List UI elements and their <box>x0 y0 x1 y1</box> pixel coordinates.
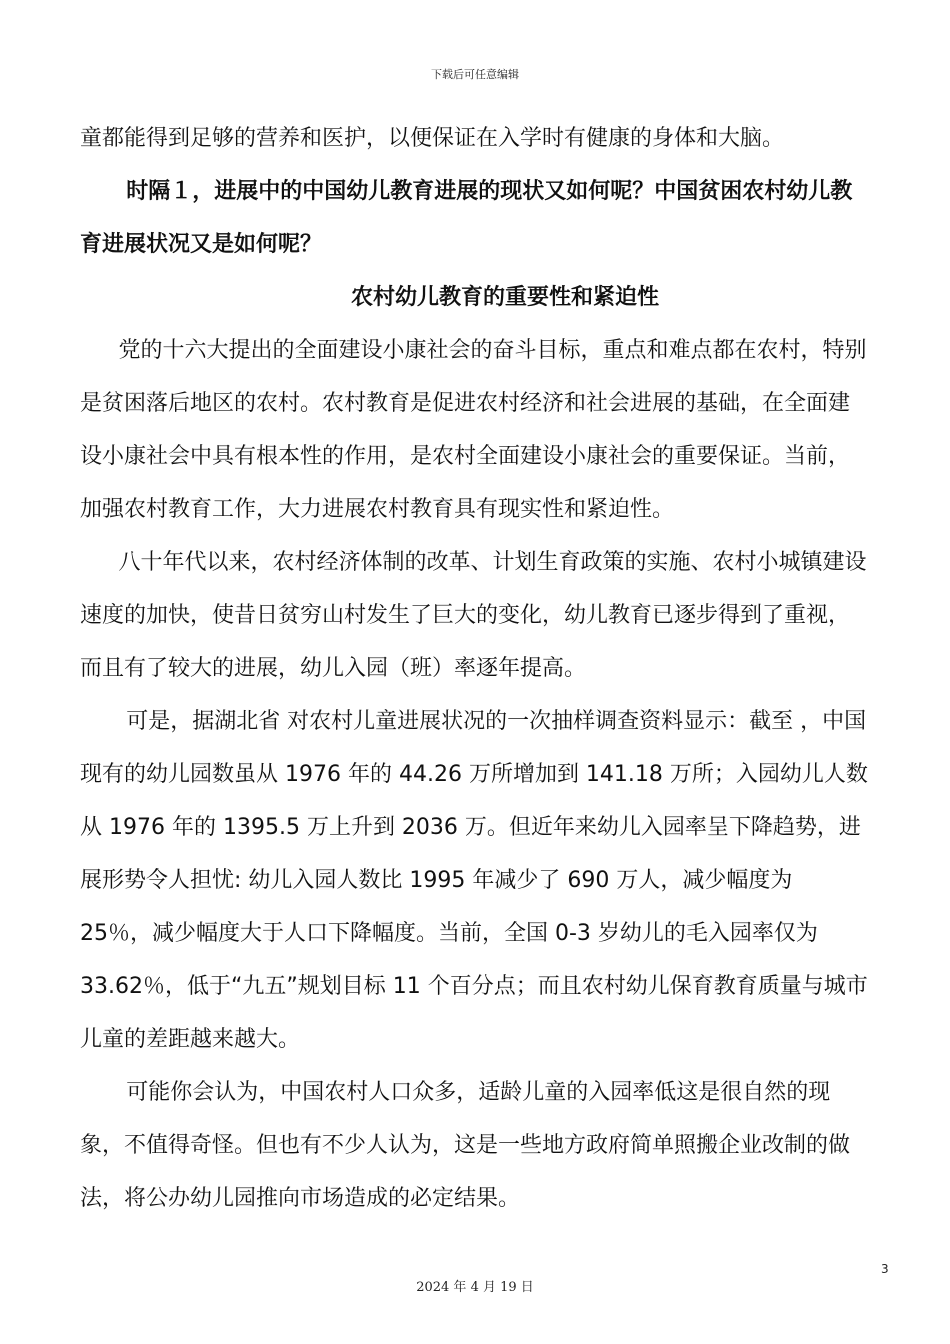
paragraph-continuation: 童都能得到足够的营养和医护，以便保证在入学时有健康的身体和大脑。 <box>80 126 785 151</box>
paragraph-survey-data: 可是，据湖北省 对农村儿童进展状况的一次抽样调查资料显示：截至 ，中国现有的幼儿园数虽从 1976 年的 44.26 万所增加到 141.18 万所；入园幼儿人数从 1976 年的 1395.5 万上升到 2036 万。但近年来幼儿入园率呈下降趋势，进展形势令人担忧: 幼儿入园人数比 1995 年减少了 690 万人，减少幅度为 25％，减少幅度大于人口下降幅度。当前，全国 0-3 岁幼儿的毛入园率仅为 33.62％，低于“九五”规划目标 11 个百分点；而且农村幼儿保育教育质量与城市儿童的差距越来越大。 <box>80 709 868 1052</box>
section-heading: 农村幼儿教育的重要性和紧迫性 <box>350 285 659 310</box>
paragraph-development: 八十年代以来，农村经济体制的改革、计划生育政策的实施、农村小城镇建设速度的加快，使昔日贫穷山村发生了巨大的变化，幼儿教育已逐步得到了重视，而且有了较大的进展，幼儿入园（班）率逐年提高。 <box>80 550 867 681</box>
page-footer-date: 2024 年 4 月 19 日 <box>416 1280 534 1295</box>
paragraph-opinion: 可能你会认为，中国农村人口众多，适龄儿童的入园率低这是很自然的现象，不值得奇怪。但也有不少人认为，这是一些地方政府简单照搬企业改制的做法，将公办幼儿园推向市场造成的必定结果。 <box>80 1080 851 1211</box>
document-body <box>80 112 870 1225</box>
page-header: 下载后可任意编辑 <box>431 68 519 81</box>
page-number: 3 <box>881 1262 889 1276</box>
paragraph-importance: 党的十六大提出的全面建设小康社会的奋斗目标，重点和难点都在农村，特别是贫困落后地区的农村。农村教育是促进农村经济和社会进展的基础，在全面建设小康社会中具有根本性的作用，是农村全面建设小康社会的重要保证。当前，加强农村教育工作，大力进展农村教育具有现实性和紧迫性。 <box>80 338 867 522</box>
paragraph-bold-question: 时隔１，进展中的中国幼儿教育进展的现状又如何呢？中国贫困农村幼儿教育进展状况又是如何呢？ <box>80 179 853 257</box>
